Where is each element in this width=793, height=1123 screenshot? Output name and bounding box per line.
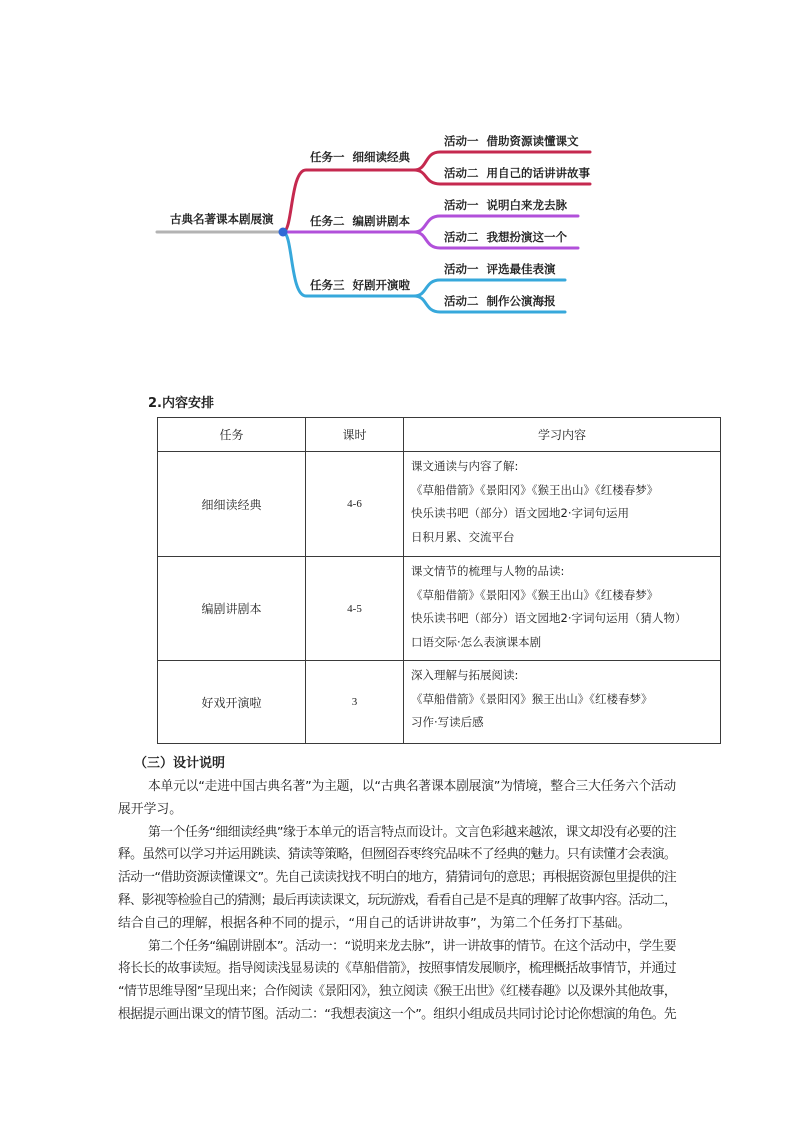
hours-cell: 4-5: [306, 557, 404, 661]
table-row: [158, 452, 721, 557]
table-row: [158, 661, 721, 744]
paragraph-line: 根据提示画出课文的情节图。活动二：“我想表演这一个”。组织小组成员共同讨论讨论你想演的角色。先: [118, 1006, 676, 1022]
paragraph-line: 展开学习。: [118, 801, 182, 817]
content-line: 《草船借箭》《景阳冈》《猴王出山》《红楼春梦》: [411, 587, 659, 602]
paragraph-line: “情节思维导图”呈现出来；合作阅读《景阳冈》，独立阅读《猴王出世》《红楼春趣》以及课外其他故事，: [118, 984, 676, 1000]
content-line: 快乐读书吧（部分）语文园地2·字词句运用: [411, 506, 629, 520]
table-header-cell: 课时: [306, 418, 404, 452]
design-paragraph: [118, 822, 676, 936]
table-header-cell: 任务: [158, 418, 306, 452]
table-header-row: [158, 418, 721, 452]
mindmap-task-3-activity-2-label: 活动二 制作公演海报: [444, 294, 556, 308]
mindmap-task-3-activity-1-label: 活动一 评选最佳表演: [444, 262, 556, 276]
paragraph-line: 第一个任务“细细读经典”缘于本单元的语言特点而设计。文言色彩越来越浓，课文却没有必要的注: [148, 824, 676, 840]
mindmap-root-label: 古典名著课本剧展演: [170, 212, 274, 226]
content-line: 快乐读书吧（部分）语文园地2·字词句运用（猜人物）: [411, 611, 687, 625]
design-paragraph: [118, 776, 676, 822]
mindmap-task-1-label: 任务一 细细读经典: [310, 150, 411, 164]
paragraph-line: 结合自己的理解，根据各种不同的提示，“用自己的话讲讲故事”，为第二个任务打下基础。: [118, 915, 631, 931]
section-heading-content-arrangement: 2.内容安排: [148, 396, 214, 411]
task-cell: 编剧讲剧本: [158, 557, 306, 661]
paragraph-line: 活动一“借助资源读懂课文”。先自己读读找找不明白的地方，猜猜词句的意思；再根据资源包里提供的注: [118, 870, 676, 886]
paragraph-line: 将长长的故事读短。指导阅读浅显易读的《草船借箭》，按照事情发展顺序，梳理概括故事情节，并通过: [118, 961, 676, 977]
content-line: 《草船借箭》《景阳冈》猴王出山》《红楼春梦》: [411, 691, 653, 706]
hours-cell: 3: [306, 661, 404, 744]
content-line: 深入理解与拓展阅读:: [411, 668, 519, 682]
paragraph-line: 第二个任务“编剧讲剧本”。活动一：“说明来龙去脉”，讲一讲故事的情节。在这个活动中，学生要: [148, 938, 676, 954]
mindmap-task-2-activity-2-label: 活动二 我想扮演这一个: [444, 230, 568, 244]
content-line: 课文情节的梳理与人物的品读:: [411, 564, 565, 578]
content-line: 课文通读与内容了解:: [411, 459, 519, 473]
table-row: [158, 557, 721, 661]
paragraph-line: 释、影视等检验自己的猜测；最后再读读课文，玩玩游戏，看看自己是不是真的理解了故事内容。活动二，: [118, 892, 677, 908]
content-cell: [404, 557, 721, 661]
task-cell: 细细读经典: [158, 452, 306, 557]
task-cell: 好戏开演啦: [158, 661, 306, 744]
paragraph-line: 本单元以“走进中国古典名著”为主题，以“古典名著课本剧展演”为情境，整合三大任务六个活动: [148, 779, 676, 794]
mindmap-task-2-activity-1-label: 活动一 说明白来龙去脉: [444, 198, 568, 212]
content-arrangement-table: [157, 417, 721, 744]
design-paragraph: [118, 936, 676, 1027]
content-cell: [404, 661, 721, 744]
content-line: 口语交际·怎么表演课本剧: [411, 634, 542, 649]
content-line: 日积月累、交流平台: [411, 529, 515, 544]
mindmap-task-3-label: 任务三 好剧开演啦: [310, 278, 411, 292]
table-header-cell: 学习内容: [404, 418, 721, 452]
hours-cell: 4-6: [306, 452, 404, 557]
mindmap-task-2-label: 任务二 编剧讲剧本: [310, 214, 411, 228]
mindmap: [0, 0, 793, 340]
section-heading-design-notes: （三）设计说明: [134, 756, 226, 771]
mindmap-task-1-activity-2-label: 活动二 用自己的话讲讲故事: [444, 166, 591, 180]
content-line: 《草船借箭》《景阳冈》《猴王出山》《红楼春梦》: [411, 482, 659, 497]
paragraph-line: 释。虽然可以学习并运用跳读、猜读等策略，但囫囵吞枣终究品味不了经典的魅力。只有读懂才会表演。: [118, 847, 677, 863]
mindmap-task-1-activity-1-label: 活动一 借助资源读懂课文: [444, 134, 579, 148]
design-notes-body: [118, 776, 676, 1027]
mindmap-root-node: [279, 228, 288, 237]
content-line: 习作·写读后感: [411, 715, 484, 729]
content-cell: [404, 452, 721, 557]
